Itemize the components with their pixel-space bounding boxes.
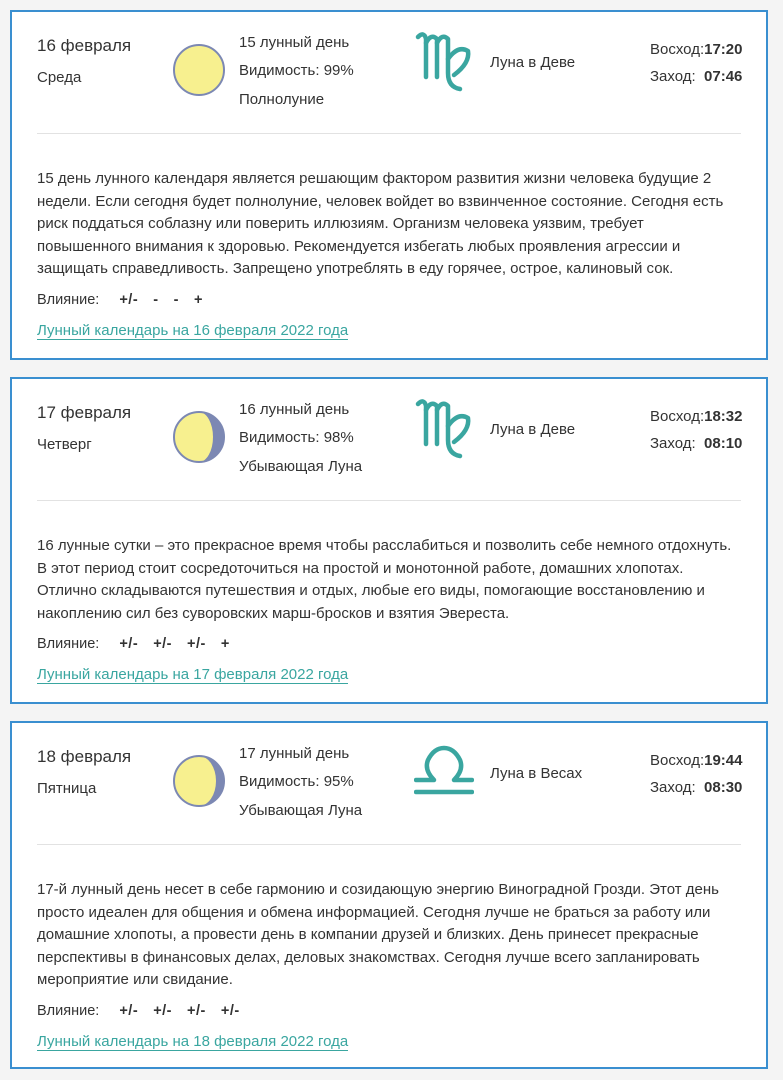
moonset-time: 07:46 [704,68,743,85]
divider [37,844,741,845]
visibility: Видимость: 95% [239,773,354,790]
divider [37,500,741,501]
moonrise [650,41,743,58]
moonset [650,68,742,85]
moonset-time: 08:30 [704,779,743,796]
weekday: Четверг [37,436,92,453]
influence-value: +/- [187,636,206,653]
calendar-link[interactable]: Лунный календарь на 16 февраля 2022 года [37,321,349,339]
day-card [10,10,768,360]
divider [37,133,741,134]
moon-phase: Полнолуние [239,91,325,108]
moonrise [650,752,743,769]
day-card-body [12,134,766,342]
influence-value: +/- [187,1002,206,1019]
day-card-header [12,723,766,845]
influence-value: +/- [119,291,139,308]
lunar-day: 17 лунный день [239,745,350,762]
influence-value: - [173,291,179,308]
description: 17-й лунный день несет в себе гармонию и созидающую энергию Виноградной Грозди. Этот день просто идеален для общения и обмена информацией. Сегодня лучше не браться за работу или домашние хлопоты, а провести день в компании друзей и близких. День принесет прекрасные перспективы в финансовых делах, деловых знакомствах. Сегодня лучше всего запланировать мероприятие или свидание. [37,881,719,989]
influence-value: +/- [119,1002,139,1019]
calendar-link[interactable]: Лунный календарь на 18 февраля 2022 года [37,1032,349,1050]
libra-icon [414,740,474,804]
moonset [650,435,742,452]
weekday: Пятница [37,780,97,797]
waning-moon-icon [173,755,225,807]
moonrise-label: Восход: [650,41,705,58]
day-card-body [12,845,766,1053]
influence-label: Влияние: [37,636,100,653]
influence-label: Влияние: [37,1002,100,1019]
description: 15 день лунного календаря является решающим фактором развития жизни человека будущие 2 недели. Если сегодня будет полнолуние, человек войдет во взвинченное состояние. Сегодня есть риск поддаться соблазну или поверить иллюзиям. Организм человека уязвим, требует повышенного внимания к здоровью. Рекомендуется избегать любых проявления агрессии и защищать справедливость. Запрещено употреблять в еду горячее, острое, калиновый сок. [37,170,724,278]
influence-value: + [220,636,230,653]
day-card [10,721,768,1069]
influence-value: +/- [153,1002,173,1019]
moon-phase: Убывающая Луна [239,802,363,819]
day-card-header [12,379,766,501]
moonrise [650,408,743,425]
moon-sign: Луна в Деве [490,421,576,438]
influence-row [37,1000,741,1023]
virgo-icon [414,29,474,93]
date: 17 февраля [37,403,132,422]
day-card-body [12,501,766,687]
moonset-label: Заход: [650,779,696,796]
influence-value: +/- [220,1002,240,1019]
date: 18 февраля [37,747,132,766]
lunar-day: 16 лунный день [239,401,350,418]
visibility: Видимость: 98% [239,429,354,446]
moonset-label: Заход: [650,68,696,85]
lunar-day: 15 лунный день [239,34,350,51]
visibility: Видимость: 99% [239,62,354,79]
influence-row [37,289,741,312]
moon-phase: Убывающая Луна [239,458,363,475]
influence-value: +/- [153,636,173,653]
moonrise-label: Восход: [650,408,705,425]
calendar-link[interactable]: Лунный календарь на 17 февраля 2022 года [37,665,349,683]
moonset [650,779,742,796]
date: 16 февраля [37,36,132,55]
influence-value: - [153,291,159,308]
moonset-time: 08:10 [704,435,743,452]
description: 16 лунные сутки – это прекрасное время чтобы расслабиться и позволить себе немного отдохнуть. В этот период стоит сосредоточиться на простой и монотонной работе, домашних хлопотах. Отлично складываются путешествия и отдых, любые его виды, помогающие восстановлению и накоплению сил без суворовских марш-бросков и взятия Эвереста. [37,537,732,622]
moonrise-time: 19:44 [704,752,743,769]
moon-sign: Луна в Весах [490,765,583,782]
influence-value: +/- [119,636,139,653]
moonset-label: Заход: [650,435,696,452]
moonrise-time: 18:32 [704,408,743,425]
moonrise-label: Восход: [650,752,705,769]
day-card [10,377,768,704]
moonrise-time: 17:20 [704,41,743,58]
influence-label: Влияние: [37,291,100,308]
weekday: Среда [37,69,82,86]
day-card-header [12,12,766,134]
influence-value: + [193,291,203,308]
virgo-icon [414,396,474,460]
influence-row [37,633,741,656]
full-moon-icon [173,44,225,96]
waning-moon-icon [173,411,225,463]
moon-sign: Луна в Деве [490,54,576,71]
